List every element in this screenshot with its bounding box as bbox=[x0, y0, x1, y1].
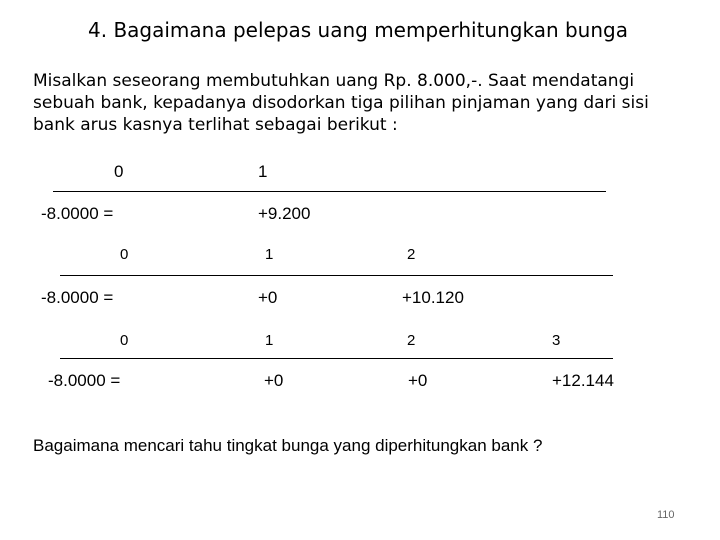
period-label: 1 bbox=[265, 332, 274, 349]
cashflow-value: +0 bbox=[258, 288, 278, 307]
period-label: 2 bbox=[407, 246, 416, 263]
period-label: 1 bbox=[258, 162, 268, 181]
problem-paragraph: Misalkan seseorang membutuhkan uang Rp. 8.000,-. Saat mendatangi sebuah bank, kepadanya disodorkan tiga pilihan pinjaman yang dari sisi bank arus kasnya terlihat sebagai berikut : bbox=[33, 71, 649, 135]
period-label: 0 bbox=[114, 162, 124, 181]
cashflow-value: +10.120 bbox=[402, 288, 464, 307]
cashflow-value: +9.200 bbox=[258, 204, 311, 223]
period-label: 1 bbox=[265, 246, 274, 263]
period-label: 2 bbox=[407, 332, 416, 349]
question-text: Bagaimana mencari tahu tingkat bunga yang diperhitungkan bank ? bbox=[33, 436, 543, 455]
cashflow-value: +0 bbox=[264, 371, 284, 390]
period-label: 3 bbox=[552, 332, 561, 349]
cashflow-value: -8.0000 = bbox=[41, 288, 114, 307]
cashflow-value: +12.144 bbox=[552, 371, 614, 390]
period-label: 0 bbox=[120, 246, 129, 263]
cashflow-value: -8.0000 = bbox=[41, 204, 114, 223]
page-number: 110 bbox=[657, 509, 675, 521]
cashflow-value: +0 bbox=[408, 371, 428, 390]
slide-title: 4. Bagaimana pelepas uang memperhitungkan bunga bbox=[88, 18, 628, 42]
timeline bbox=[60, 275, 613, 276]
period-label: 0 bbox=[120, 332, 129, 349]
cashflow-value: -8.0000 = bbox=[48, 371, 121, 390]
timeline bbox=[60, 358, 613, 359]
timeline bbox=[53, 191, 606, 192]
